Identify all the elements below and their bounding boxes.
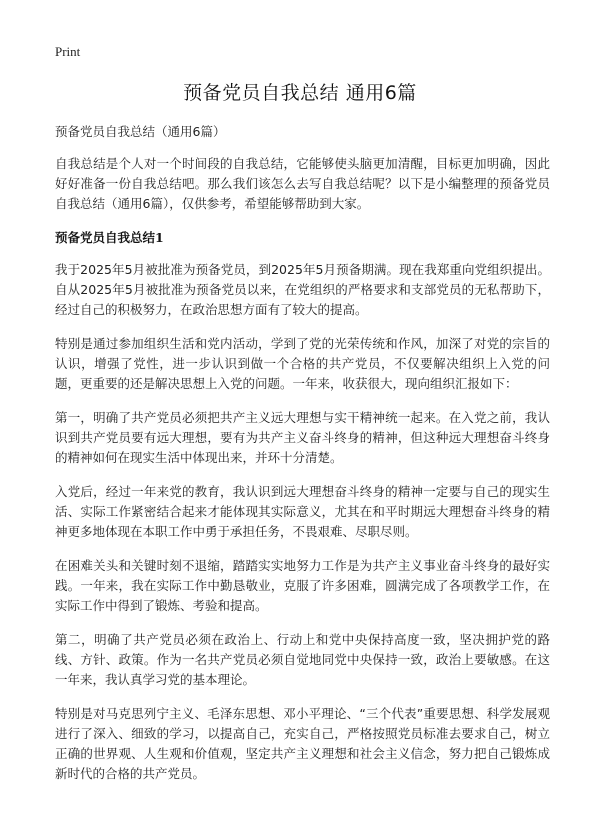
print-link[interactable]: Print <box>55 44 81 59</box>
document-subtitle: 预备党员自我总结（通用6篇） <box>55 124 226 139</box>
intro-paragraph: 自我总结是个人对一个时间段的自我总结，它能够使头脑更加清醒，目标更加明确，因此好好准备一份自我总结吧。那么我们该怎么去写自我总结呢？以下是小编整理的预备党员自我总结（通用6篇），仅供参考，希望能够帮助到大家。 <box>55 156 550 211</box>
body-paragraph: 第二，明确了共产党员必须在政治上、行动上和党中央保持高度一致，坚决拥护党的路线、方针、政策。作为一名共产党员必须自觉地同党中央保持一致，政治上要敏感。在这一年来，我认真学习党的基本理论。 <box>55 632 550 687</box>
body-paragraph: 特别是通过参加组织生活和党内活动，学到了党的光荣传统和作风，加深了对党的宗旨的认识，增强了党性，进一步认识到做一个合格的共产党员，不仅要解决组织上入党的问题，更重要的还是解决思想上入党的问题。一年来，收获很大，现向组织汇报如下： <box>55 336 550 391</box>
body-paragraph: 第一，明确了共产党员必须把共产主义远大理想与实干精神统一起来。在入党之前，我认识到共产党员要有远大理想，要有为共产主义奋斗终身的精神，但这种远大理想奋斗终身的精神如何在现实生活中体现出来，并环十分清楚。 <box>55 410 550 465</box>
body-paragraph: 我于2025年5月被批准为预备党员，到2025年5月预备期满。现在我郑重向党组织提出。自从2025年5月被批准为预备党员以来，在党组织的严格要求和支部党员的无私帮助下，经过自己的积极努力，在政治思想方面有了较大的提高。 <box>55 262 550 317</box>
body-paragraph: 入党后，经过一年来党的教育，我认识到远大理想奋斗终身的精神一定要与自己的现实生活、实际工作紧密结合起来才能体现其实际意义，尤其在和平时期远大理想奋斗终身的精神更多地体现在本职工作中勇于承担任务，不畏艰难、尽职尽则。 <box>55 484 550 539</box>
document-title: 预备党员自我总结 通用6篇 <box>183 82 417 104</box>
document-body <box>55 122 550 798</box>
section-heading: 预备党员自我总结1 <box>55 230 164 245</box>
body-paragraph: 特别是对马克思列宁主义、毛泽东思想、邓小平理论、“三个代表”重要思想、科学发展观进行了深入、细致的学习，以提高自己，充实自己，严格按照党员标准去要求自己，树立正确的世界观、人生观和价值观，坚定共产主义理想和社会主义信念，努力把自己锻炼成新时代的合格的共产党员。 <box>55 706 550 781</box>
body-paragraph: 在困难关头和关键时刻不退缩，踏踏实实地努力工作是为共产主义事业奋斗终身的最好实践。一年来，我在实际工作中勤恳敬业，克服了许多困难，圆满完成了各项教学工作，在实际工作中得到了锻炼、考验和提高。 <box>55 558 550 613</box>
